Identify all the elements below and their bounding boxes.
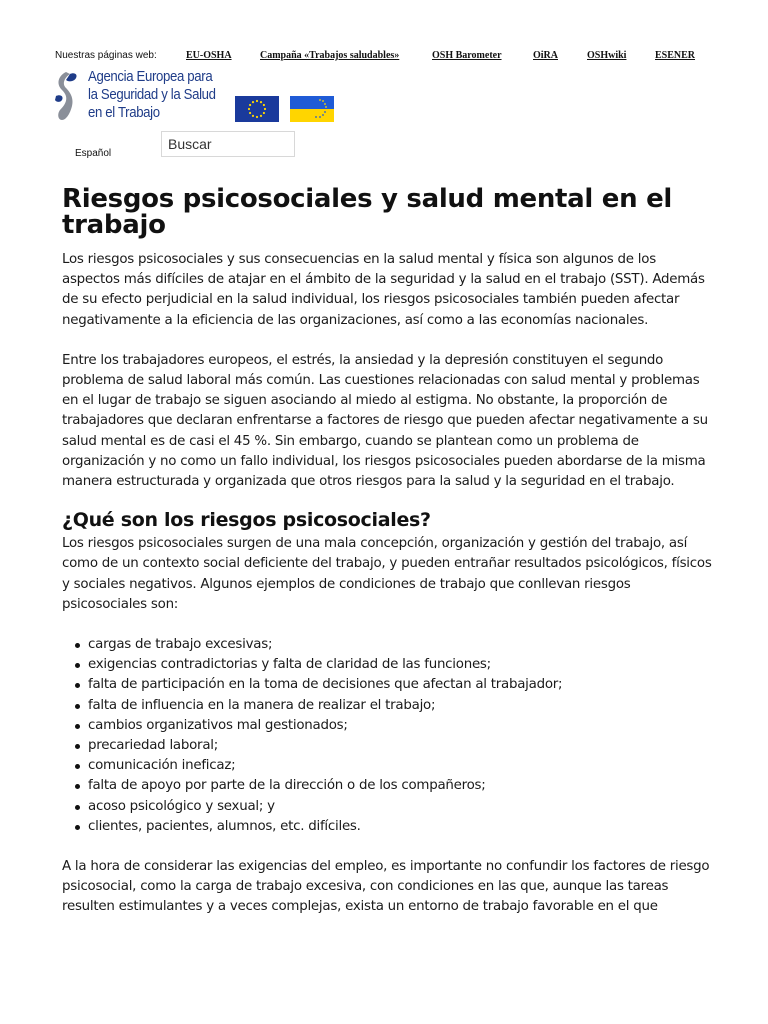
article-content xyxy=(62,186,712,918)
agency-name xyxy=(88,68,216,122)
section-intro-paragraph: Los riesgos psicosociales surgen de una mala concepción, organización y gestión del trabajo, así como de un contexto social deficiente del trabajo, y pueden entrañar resultados psicológicos, físicos y sociales negativos. Algunos ejemplos de condiciones de trabajo que conllevan riesgos psicosociales son: xyxy=(62,536,712,612)
nav-link-eu-osha[interactable]: EU-OSHA xyxy=(186,50,232,61)
nav-link-healthy-workplaces[interactable]: Campaña «Trabajos saludables» xyxy=(260,50,400,61)
top-navigation xyxy=(55,50,715,64)
agency-name-line-2: la Seguridad y la Salud xyxy=(88,86,216,103)
stress-paragraph: Entre los trabajadores europeos, el estrés, la ansiedad y la depresión constituyen el segundo problema de salud laboral más común. Las cuestiones relacionadas con salud mental y problemas en el lugar de trabajo se siguen asociando al miedo al estigma. No obstante, la proporción de trabajadores que declaran enfrentarse a factores de riesgo que pueden afectar negativamente a su salud mental es de casi el 45 %. Sin embargo, cuando se plantean como un problema de organización y no como un fallo individual, los riesgos psicosociales pueden abordarse de la misma manera estructurada y organizada que otros riesgos para la salud y la seguridad en el trabajo. xyxy=(62,352,708,490)
list-item: falta de influencia en la manera de realizar el trabajo; xyxy=(88,696,712,716)
agency-name-line-3: en el Trabajo xyxy=(88,104,160,121)
list-item: falta de participación en la toma de decisiones que afectan al trabajador; xyxy=(88,675,712,695)
language-selector[interactable]: Español xyxy=(75,148,112,159)
eu-flag-icon xyxy=(235,96,279,122)
list-item: acoso psicológico y sexual; y xyxy=(88,797,712,817)
nav-link-oira[interactable]: OiRA xyxy=(533,50,558,61)
risk-conditions-list xyxy=(62,635,712,837)
section-heading: ¿Qué son los riesgos psicosociales? xyxy=(62,509,431,532)
list-item: precariedad laboral; xyxy=(88,736,712,756)
closing-paragraph: A la hora de considerar las exigencias del empleo, es importante no confundir los factores de riesgo psicosocial, como la carga de trabajo excesiva, con condiciones en las que, aunque las tareas resulten estimulantes y a veces complejas, exista un entorno de trabajo favorable en el que xyxy=(62,859,710,915)
list-item: falta de apoyo por parte de la dirección o de los compañeros; xyxy=(88,776,712,796)
list-item: comunicación ineficaz; xyxy=(88,756,712,776)
nav-link-esener[interactable]: ESENER xyxy=(655,50,696,61)
nav-link-oshwiki[interactable]: OSHwiki xyxy=(587,50,627,61)
sites-label: Nuestras páginas web: xyxy=(55,50,157,61)
nav-link-osh-barometer[interactable]: OSH Barometer xyxy=(432,50,502,61)
intro-paragraph: Los riesgos psicosociales y sus consecuencias en la salud mental y física son algunos de los aspectos más difíciles de atajar en el ámbito de la seguridad y la salud en el trabajo (SST). Además de su efecto perjudicial en la salud individual, los riesgos psicosociales también pueden afectar negativamente a la eficiencia de las organizaciones, así como a las economías nacionales. xyxy=(62,252,705,328)
list-item: cargas de trabajo excesivas; xyxy=(88,635,712,655)
search-input[interactable] xyxy=(161,131,295,157)
list-item: exigencias contradictorias y falta de claridad de las funciones; xyxy=(88,655,712,675)
list-item: clientes, pacientes, alumnos, etc. difíciles. xyxy=(88,817,712,837)
page-title: Riesgos psicosociales y salud mental en el trabajo xyxy=(62,184,673,240)
list-item: cambios organizativos mal gestionados; xyxy=(88,716,712,736)
agency-logo-mark-icon xyxy=(52,70,82,122)
ukraine-eu-flag-icon xyxy=(290,96,334,122)
agency-name-line-1: Agencia Europea para xyxy=(88,68,213,85)
